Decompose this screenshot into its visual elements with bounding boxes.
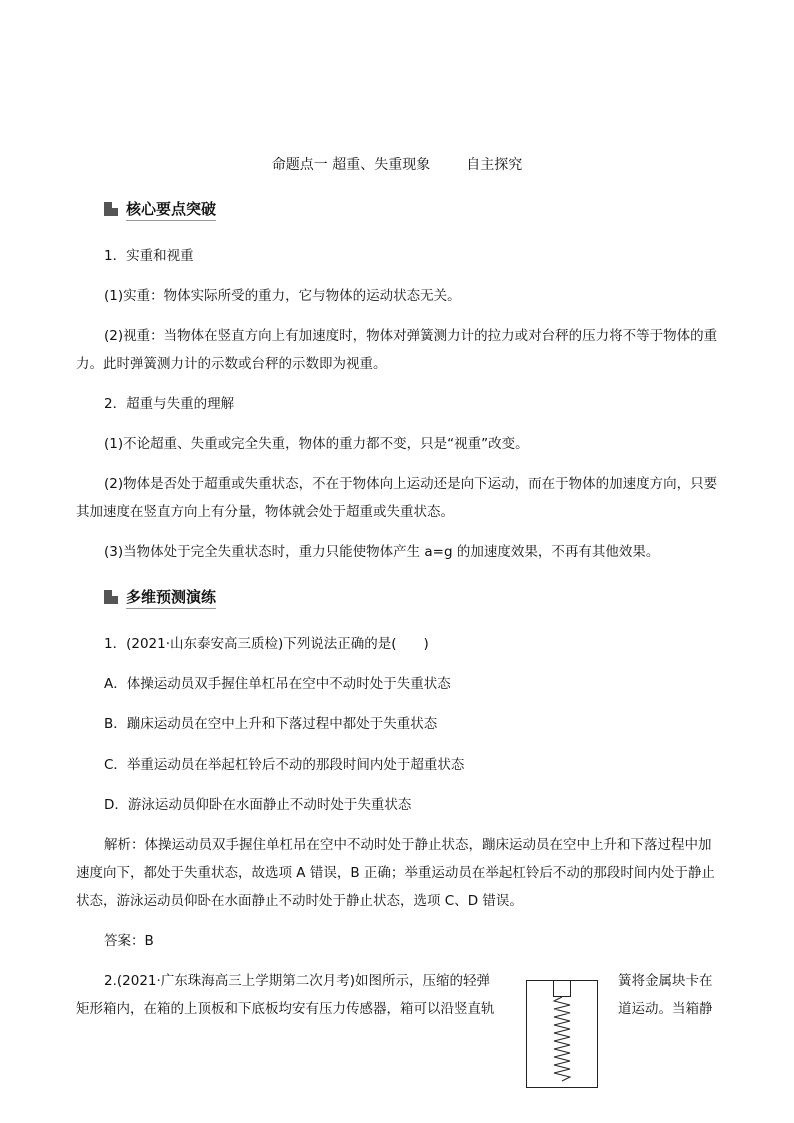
question2-line2a: 矩形箱内，在箱的上顶板和下底板均安有压力传感器，箱可以沿竖直轨 — [76, 1001, 495, 1017]
question1-stem: 1．(2021·山东泰安高三质检)下列说法正确的是( ) — [104, 636, 429, 652]
point2-item3: (3)当物体处于完全失重状态时，重力只能使物体产生 a=g 的加速度效果，不再有其他效果。 — [104, 544, 660, 560]
question2-line1a: 2.(2021·广东珠海高三上学期第二次月考)如图所示，压缩的轻弹 — [104, 973, 491, 989]
point1-item2: (2)视重：当物体在竖直方向上有加速度时，物体对弹簧测力计的拉力或对台秤的压力将不等于物体的重力。此时弹簧测力计的示数或台秤的示数即为视重。 — [76, 328, 718, 372]
analysis-text: 解析：体操运动员双手握住单杠吊在空中不动时处于静止状态，蹦床运动员在空中上升和下落过程中加速度向下，都处于失重状态，故选项 A 错误，B 正确；举重运动员在举起杠铃后不动的那段时间内处于静止状态，游泳运动员仰卧在水面静止不动时处于静止状态，选项 C、D 错误。 — [76, 837, 715, 909]
section-header-practice — [104, 586, 216, 608]
title-tag: 自主探究 — [466, 157, 523, 173]
option-a: A．体操运动员双手握住单杠吊在空中不动时处于失重状态 — [104, 676, 451, 692]
point1-title: 1．实重和视重 — [104, 248, 194, 264]
page-title — [0, 154, 794, 174]
section-label: 多维预测演练 — [126, 586, 216, 609]
title-main: 命题点一 超重、失重现象 — [271, 157, 431, 173]
spring-icon — [526, 980, 598, 1088]
answer-text: 答案：B — [104, 933, 154, 949]
section-square-icon — [104, 590, 118, 604]
question2-line1b: 簧将金属块卡在 — [618, 973, 713, 989]
section-header-core — [104, 198, 216, 220]
point1-item1: (1)实重：物体实际所受的重力，它与物体的运动状态无关。 — [104, 288, 461, 304]
spring-box-figure — [526, 980, 598, 1088]
option-c: C．举重运动员在举起杠铃后不动的那段时间内处于超重状态 — [104, 757, 465, 773]
option-d: D．游泳运动员仰卧在水面静止不动时处于失重状态 — [104, 797, 412, 813]
point2-title: 2．超重与失重的理解 — [104, 396, 235, 412]
question2-line2b: 道运动。当箱静 — [618, 1001, 713, 1017]
point2-item1: (1)不论超重、失重或完全失重，物体的重力都不变，只是“视重”改变。 — [104, 436, 529, 452]
section-label: 核心要点突破 — [126, 198, 216, 221]
section-square-icon — [104, 202, 118, 216]
point2-item2: (2)物体是否处于超重或失重状态，不在于物体向上运动还是向下运动，而在于物体的加速度方向，只要其加速度在竖直方向上有分量，物体就会处于超重或失重状态。 — [76, 476, 718, 520]
option-b: B．蹦床运动员在空中上升和下落过程中都处于失重状态 — [104, 716, 438, 732]
